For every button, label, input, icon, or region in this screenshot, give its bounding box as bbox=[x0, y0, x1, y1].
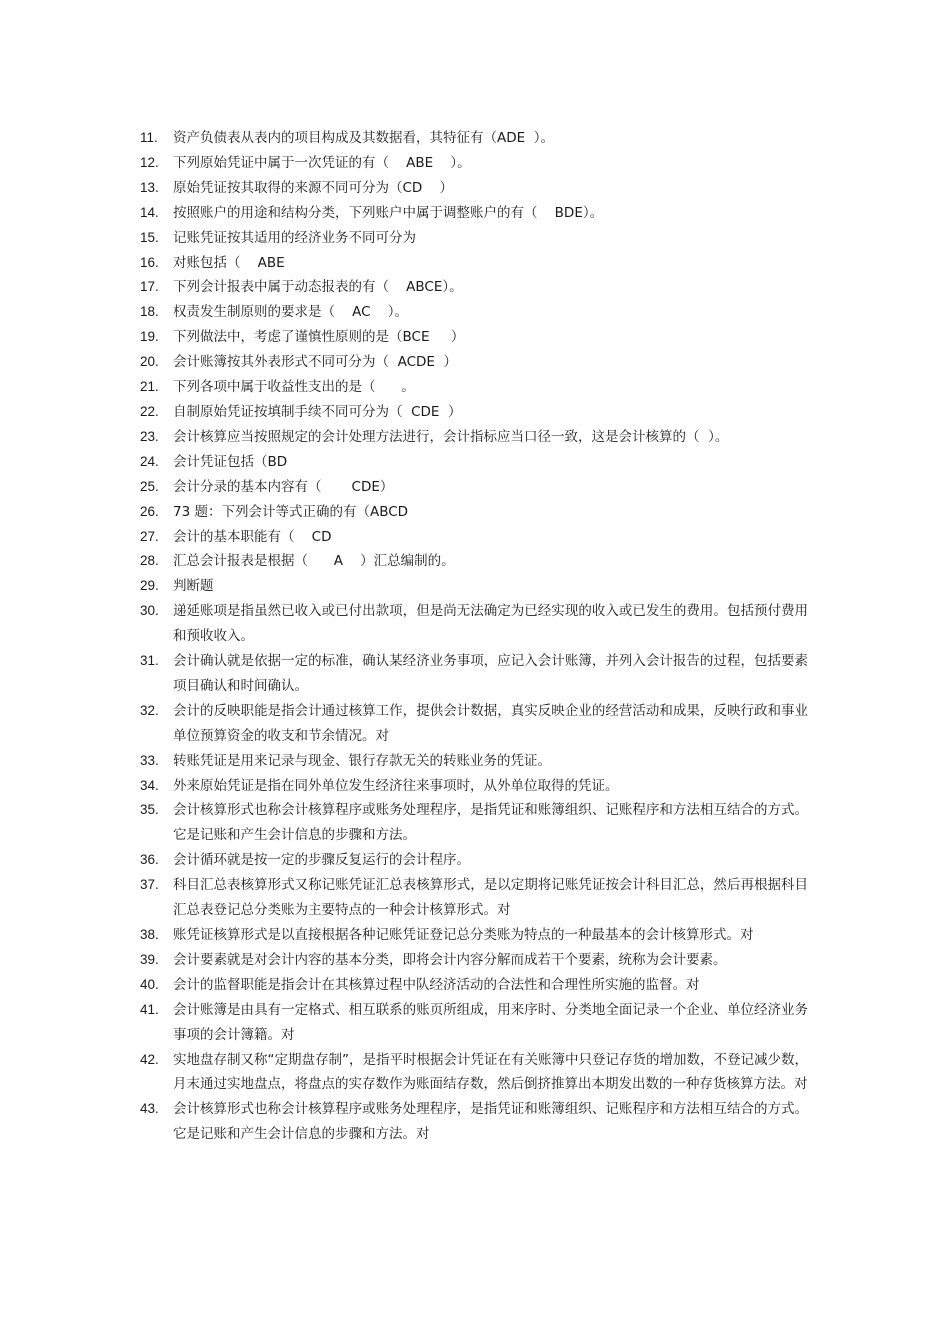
item-number: 19. bbox=[140, 329, 159, 345]
item-number: 22. bbox=[140, 403, 159, 419]
item-number: 42. bbox=[140, 1051, 159, 1067]
list-item bbox=[140, 525, 808, 550]
item-number: 29. bbox=[140, 578, 159, 594]
list-item bbox=[140, 500, 808, 525]
item-number: 37. bbox=[140, 877, 159, 893]
item-text: 权责发生制原则的要求是（ AC ）。 bbox=[173, 304, 409, 321]
item-text: 外来原始凭证是指在同外单位发生经济往来事项时，从外单位取得的凭证。 bbox=[173, 777, 619, 794]
item-text: 记账凭证按其适用的经济业务不同可分为 bbox=[173, 229, 416, 246]
item-number: 26. bbox=[140, 503, 159, 519]
item-text: 73 题：下列会计等式正确的有（ABCD bbox=[173, 503, 409, 520]
list-item bbox=[140, 201, 808, 226]
item-text: 下列做法中，考虑了谨慎性原则的是（BCE ） bbox=[173, 329, 465, 346]
item-text: 账凭证核算形式是以直接根据各种记账凭证登记总分类账为特点的一种最基本的会计核算形式。对 bbox=[173, 927, 754, 943]
list-item bbox=[140, 549, 808, 574]
item-number: 23. bbox=[140, 428, 159, 444]
list-item bbox=[140, 749, 808, 774]
item-number: 18. bbox=[140, 304, 159, 320]
item-text: 判断题 bbox=[173, 578, 214, 595]
item-number: 40. bbox=[140, 976, 159, 992]
item-number: 30. bbox=[140, 603, 159, 619]
list-item bbox=[140, 425, 808, 450]
item-number: 38. bbox=[140, 927, 159, 942]
item-text: 会计要素就是对会计内容的基本分类，即将会计内容分解而成若干个要素，统称为会计要素。 bbox=[173, 951, 727, 968]
item-text: 下列会计报表中属于动态报表的有（ ABCE）。 bbox=[173, 279, 463, 296]
list-item bbox=[140, 226, 808, 251]
item-number: 34. bbox=[140, 777, 159, 793]
item-number: 24. bbox=[140, 453, 159, 469]
item-number: 35. bbox=[140, 802, 159, 818]
item-text: 会计的反映职能是指会计通过核算工作，提供会计数据，真实反映企业的经营活动和成果，反映行政和事业单位预算资金的收支和节余情况。对 bbox=[173, 702, 808, 744]
item-number: 21. bbox=[140, 379, 159, 395]
item-text: 会计循环就是按一定的步骤反复运行的会计程序。 bbox=[173, 852, 470, 869]
list-item bbox=[140, 151, 808, 176]
list-item bbox=[140, 574, 808, 599]
item-number: 14. bbox=[140, 204, 159, 220]
item-number: 25. bbox=[140, 478, 159, 494]
list-item bbox=[140, 948, 808, 973]
list-item bbox=[140, 774, 808, 799]
item-number: 27. bbox=[140, 528, 159, 544]
item-text: 会计核算形式也称会计核算程序或账务处理程序，是指凭证和账簿组织、记账程序和方法相互结合的方式。它是记账和产生会计信息的步骤和方法。对 bbox=[173, 1101, 808, 1143]
item-text: 递延账项是指虽然已收入或已付出款项，但是尚无法确定为已经实现的收入或已发生的费用。包括预付费用和预收收入。 bbox=[173, 603, 808, 645]
list-item bbox=[140, 699, 808, 749]
list-item bbox=[140, 475, 808, 500]
item-number: 20. bbox=[140, 354, 159, 370]
item-text: 下列各项中属于收益性支出的是（ 。 bbox=[173, 379, 415, 396]
item-number: 43. bbox=[140, 1101, 159, 1117]
item-text: 会计的监督职能是指会计在其核算过程中队经济活动的合法性和合理性所实施的监督。对 bbox=[173, 976, 700, 993]
item-text: 会计分录的基本内容有（ CDE） bbox=[173, 478, 394, 495]
item-number: 33. bbox=[140, 752, 159, 768]
item-number: 12. bbox=[140, 154, 159, 170]
item-text: 会计凭证包括（BD bbox=[173, 453, 288, 470]
item-text: 下列原始凭证中属于一次凭证的有（ ABE ）。 bbox=[173, 154, 471, 171]
list-item bbox=[140, 251, 808, 276]
item-text: 会计账簿按其外表形式不同可分为（ ACDE ） bbox=[173, 354, 458, 371]
list-item bbox=[140, 599, 808, 649]
list-item bbox=[140, 1097, 808, 1147]
item-text: 转账凭证是用来记录与现金、银行存款无关的转账业务的凭证。 bbox=[173, 752, 551, 769]
list-item bbox=[140, 649, 808, 699]
item-text: 按照账户的用途和结构分类，下列账户中属于调整账户的有（ BDE）。 bbox=[173, 204, 604, 221]
list-item bbox=[140, 998, 808, 1048]
list-item bbox=[140, 375, 808, 400]
item-number: 31. bbox=[140, 653, 159, 669]
item-text: 会计核算应当按照规定的会计处理方法进行，会计指标应当口径一致，这是会计核算的（ ）。 bbox=[173, 428, 729, 445]
item-number: 15. bbox=[140, 229, 159, 245]
item-number: 17. bbox=[140, 279, 159, 295]
list-item bbox=[140, 176, 808, 201]
item-number: 36. bbox=[140, 852, 159, 868]
item-number: 32. bbox=[140, 702, 159, 718]
item-text: 会计核算形式也称会计核算程序或账务处理程序，是指凭证和账簿组织、记账程序和方法相互结合的方式。它是记账和产生会计信息的步骤和方法。 bbox=[173, 802, 808, 844]
item-text: 对账包括（ ABE bbox=[173, 254, 285, 271]
item-text: 会计的基本职能有（ CD bbox=[173, 528, 332, 545]
list-item bbox=[140, 450, 808, 475]
list-item bbox=[140, 275, 808, 300]
question-list bbox=[140, 126, 808, 1147]
list-item bbox=[140, 300, 808, 325]
list-item bbox=[140, 1048, 808, 1098]
list-item bbox=[140, 126, 808, 151]
list-item bbox=[140, 350, 808, 375]
item-number: 39. bbox=[140, 951, 159, 967]
item-text: 自制原始凭证按填制手续不同可分为（ CDE ） bbox=[173, 403, 462, 420]
item-text: 会计确认就是依据一定的标准，确认某经济业务事项，应记入会计账簿，并列入会计报告的过程，包括要素项目确认和时间确认。 bbox=[173, 653, 808, 694]
item-text: 科目汇总表核算形式又称记账凭证汇总表核算形式，是以定期将记账凭证按会计科目汇总，然后再根据科目汇总表登记总分类账为主要特点的一种会计核算形式。对 bbox=[173, 877, 808, 919]
item-text: 资产负债表从表内的项目构成及其数据看，其特征有（ADE ）。 bbox=[173, 130, 554, 146]
list-item bbox=[140, 923, 808, 948]
list-item bbox=[140, 400, 808, 425]
item-number: 41. bbox=[140, 1001, 159, 1017]
item-text: 汇总会计报表是根据（ A ）汇总编制的。 bbox=[173, 553, 455, 570]
item-text: 原始凭证按其取得的来源不同可分为（CD ） bbox=[173, 179, 453, 196]
list-item bbox=[140, 848, 808, 873]
list-item bbox=[140, 325, 808, 350]
item-number: 16. bbox=[140, 254, 159, 270]
item-number: 11. bbox=[140, 130, 158, 145]
item-text: 实地盘存制又称“定期盘存制”，是指平时根据会计凭证在有关账簿中只登记存货的增加数，不登记减少数，月末通过实地盘点，将盘点的实存数作为账面结存数，然后倒挤推算出本期发出数的一种存货核算方法。对 bbox=[173, 1051, 808, 1093]
item-text: 会计账簿是由具有一定格式、相互联系的账页所组成，用来序时、分类地全面记录一个企业、单位经济业务事项的会计簿籍。对 bbox=[173, 1001, 808, 1043]
list-item bbox=[140, 973, 808, 998]
item-number: 28. bbox=[140, 553, 159, 569]
item-number: 13. bbox=[140, 179, 159, 195]
list-item bbox=[140, 873, 808, 923]
list-item bbox=[140, 798, 808, 848]
